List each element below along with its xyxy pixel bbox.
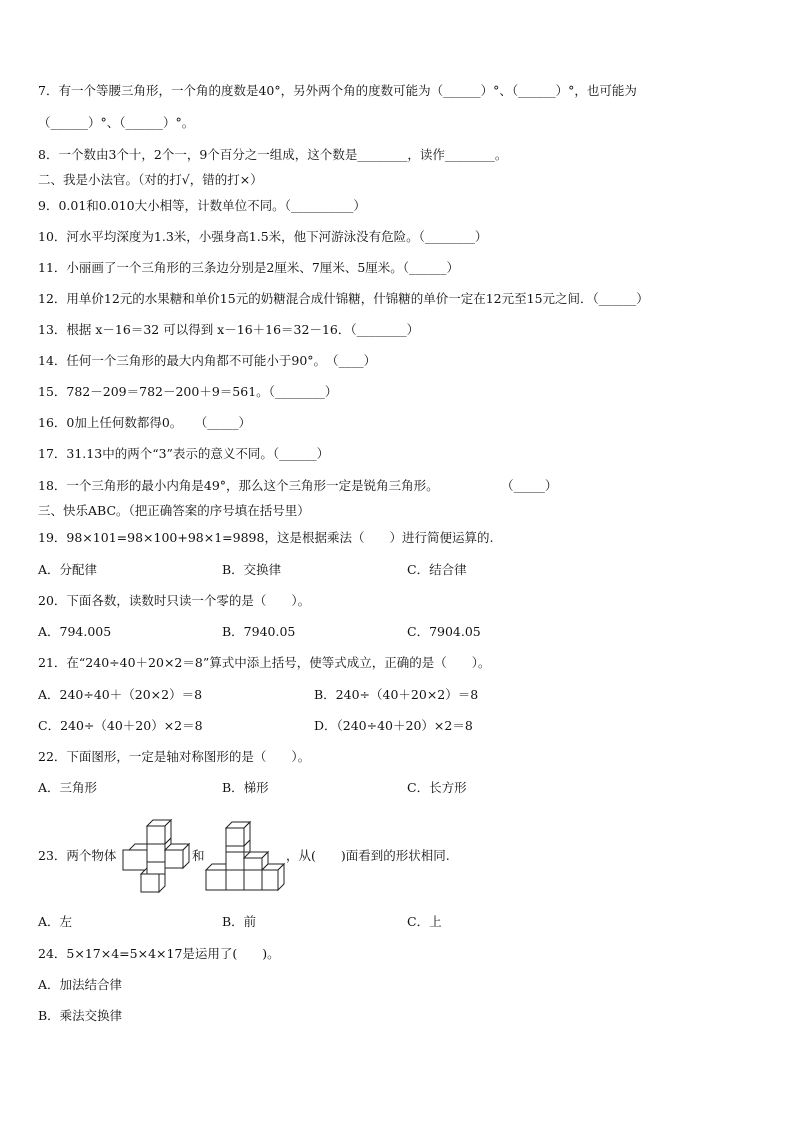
- q20-option-b: B．7940.05: [222, 624, 296, 639]
- question-24: 24．5×17×4=5×4×17是运用了( )。: [38, 946, 280, 961]
- question-22: 22．下面图形，一定是轴对称图形的是（ ）。: [38, 749, 311, 764]
- q21-option-b: B．240÷（40＋20×2）＝8: [314, 687, 479, 702]
- question-11: 11．小丽画了一个三角形的三条边分别是2厘米、7厘米、5厘米。（______）: [38, 260, 460, 275]
- question-23-tail: ，从( )面看到的形状相同.: [286, 848, 450, 863]
- q24-option-a: A．加法结合律: [38, 977, 123, 992]
- q20-option-a: A．794.005: [38, 624, 112, 639]
- question-9: 9．0.01和0.010大小相等，计数单位不同。（__________）: [38, 198, 366, 213]
- q21-option-a: A．240÷40＋（20×2）＝8: [38, 687, 203, 702]
- q22-option-a: A．三角形: [38, 780, 98, 795]
- question-21: 21．在“240÷40＋20×2＝8”算式中添上括号，使等式成立，正确的是（ ）。: [38, 655, 491, 670]
- question-7-line-1: 7．有一个等腰三角形，一个角的度数是40°，另外两个角的度数可能为（______）°、（______）°，也可能为: [38, 83, 637, 98]
- section-2-heading: 二、我是小法官。（对的打√，错的打×）: [38, 172, 263, 187]
- question-10: 10．河水平均深度为1.3米，小强身高1.5米，他下河游泳没有危险。（________）: [38, 229, 488, 244]
- question-8: 8．一个数由3个十，2个一，9个百分之一组成，这个数是________，读作________。: [38, 147, 508, 162]
- question-15: 15．782－209＝782－200＋9＝561。（________）: [38, 384, 338, 399]
- question-7-line-2: （______）°、（______）°。: [38, 115, 195, 130]
- question-18: 18．一个三角形的最小内角是49°，那么这个三角形一定是锐角三角形。 （_____）: [38, 478, 558, 493]
- q21-option-c: C．240÷（40＋20）×2＝8: [38, 718, 203, 733]
- q19-option-b: B．交换律: [222, 562, 282, 577]
- q23-option-b: B．前: [222, 914, 257, 929]
- q22-option-c: C．长方形: [407, 780, 467, 795]
- q19-option-c: C．结合律: [407, 562, 467, 577]
- q21-option-d: D．（240÷40＋20）×2＝8: [314, 718, 473, 733]
- q20-option-c: C．7904.05: [407, 624, 481, 639]
- question-17: 17．31.13中的两个“3”表示的意义不同。（______）: [38, 446, 330, 461]
- question-23-label: 23．两个物体: [38, 848, 117, 863]
- cube-figure-2: [204, 818, 286, 892]
- question-13: 13．根据 x－16＝32 可以得到 x－16＋16＝32－16．（________）: [38, 322, 420, 337]
- cube-figure-1: [121, 812, 193, 898]
- question-16: 16．0加上任何数都得0。 （_____）: [38, 415, 252, 430]
- q23-option-a: A．左: [38, 914, 73, 929]
- question-23-conjunction: 和: [192, 848, 205, 863]
- q22-option-b: B．梯形: [222, 780, 269, 795]
- question-12: 12．用单价12元的水果糖和单价15元的奶糖混合成什锦糖，什锦糖的单价一定在12元至15元之间．（______）: [38, 291, 649, 306]
- q24-option-b: B．乘法交换律: [38, 1008, 123, 1023]
- question-20: 20．下面各数，读数时只读一个零的是（ ）。: [38, 593, 311, 608]
- section-3-heading: 三、快乐ABC。（把正确答案的序号填在括号里）: [38, 503, 310, 518]
- q23-option-c: C．上: [407, 914, 442, 929]
- question-19: 19．98×101=98×100+98×1=9898，这是根据乘法（ ）进行简便运算的.: [38, 530, 494, 545]
- q19-option-a: A．分配律: [38, 562, 98, 577]
- question-14: 14．任何一个三角形的最大内角都不可能小于90°。 （____）: [38, 353, 377, 368]
